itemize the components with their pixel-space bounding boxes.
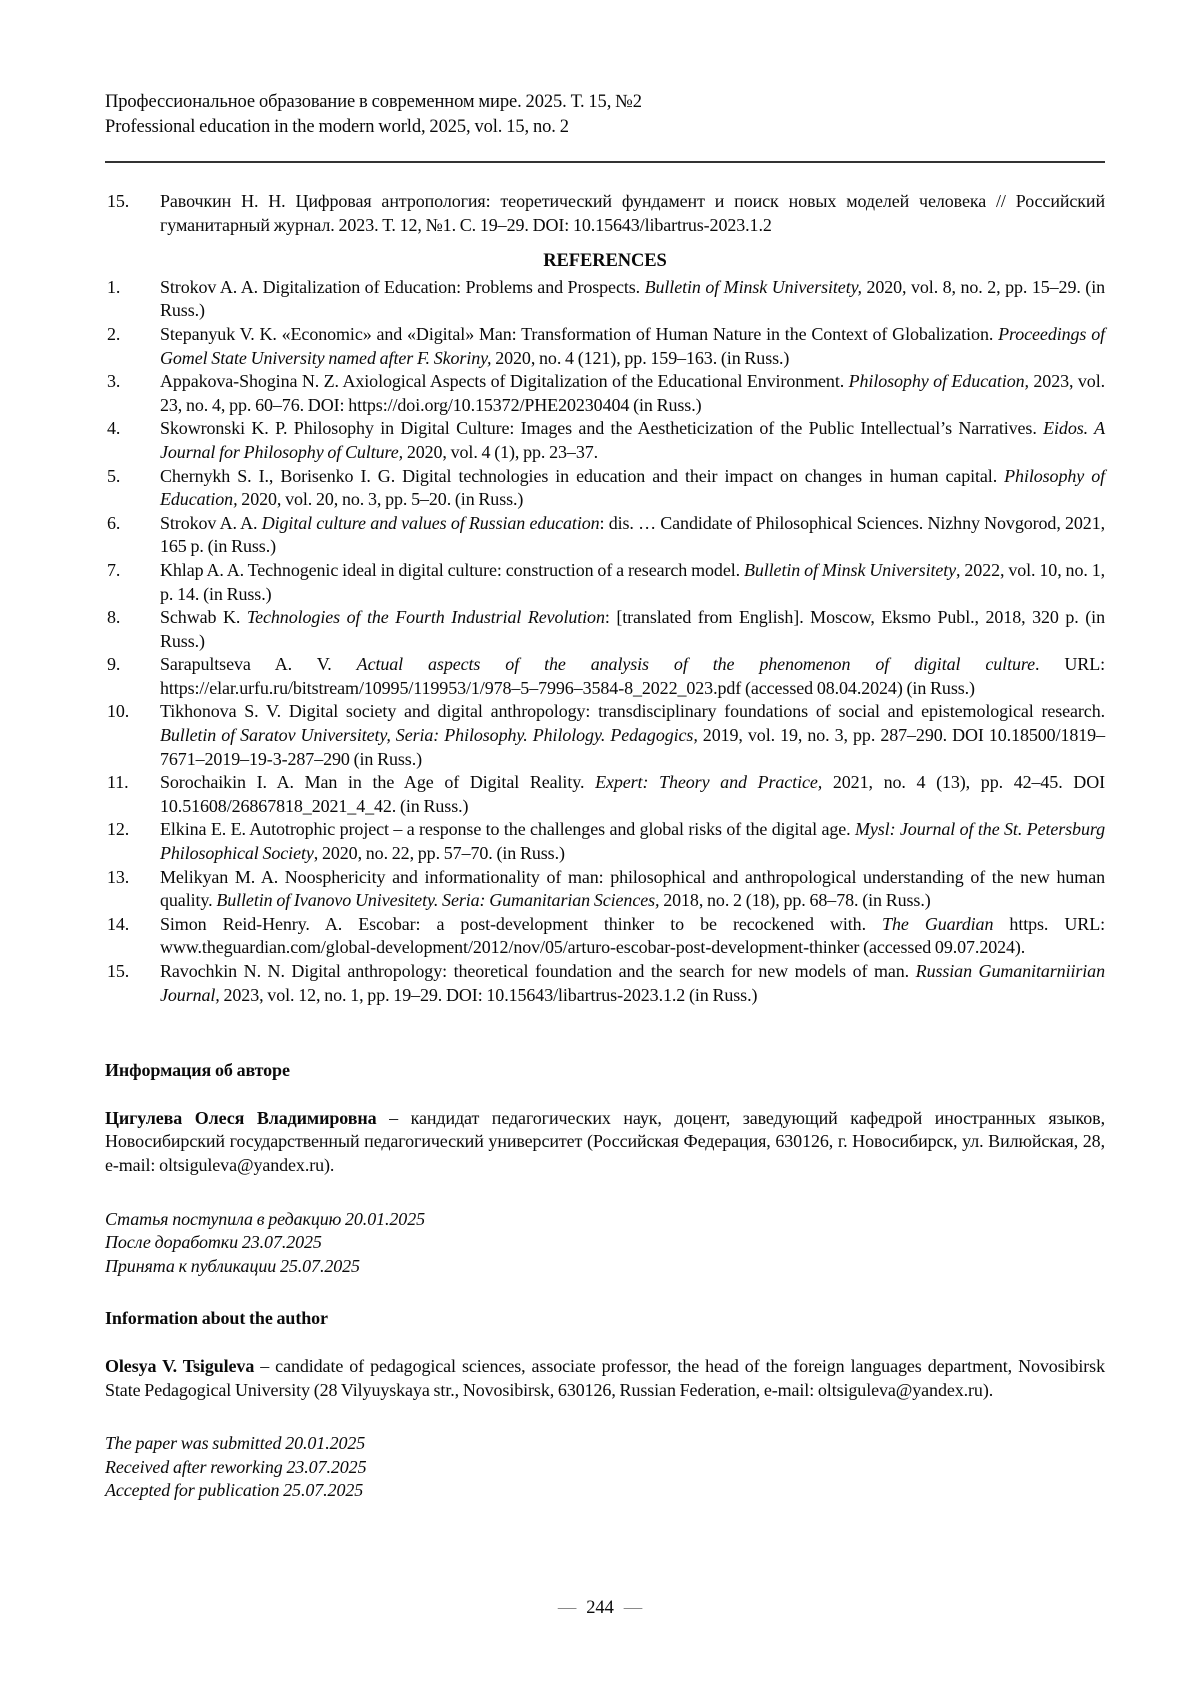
reference-number: 6. bbox=[107, 512, 121, 533]
text-segment: : dis. … Candidate of Philosophical Sciences. Nizhny Novgorod, 2021, 165 p. (in Russ.) bbox=[160, 512, 1105, 557]
text-segment: Strokov A. A. bbox=[160, 512, 262, 533]
author-info-ru-paragraph bbox=[105, 1107, 1105, 1178]
text-segment: Technologies of the Fourth Industrial Revolution bbox=[246, 607, 605, 628]
reference-text bbox=[160, 465, 1105, 512]
reference-text bbox=[160, 323, 1105, 370]
text-segment: Olesya V. Tsiguleva bbox=[105, 1355, 255, 1376]
reference-number: 1. bbox=[107, 276, 121, 297]
reference-item bbox=[105, 190, 1105, 237]
text-segment: Bulletin of Saratov Universitety, Seria: Philosophy. Philology. Pedagogics, bbox=[160, 725, 698, 746]
reference-text bbox=[160, 913, 1105, 960]
author-info-ru-heading: Информация об авторе bbox=[105, 1060, 290, 1081]
reference-item bbox=[105, 700, 1105, 771]
text-segment: Skowronski K. P. Philosophy in Digital Culture: Images and the Aestheticization of the Public Intellectual’s Narratives. bbox=[160, 418, 1044, 439]
text-segment: – кандидат педагогических наук, доцент, заведующий кафедрой иностранных языков, Новосибирский государственный педагогический университет (Российская Федерация, 630126, г. Новосибирск, ул. Вилюйская, 28, e-mail: oltsiguleva@yandex.ru). bbox=[105, 1107, 1105, 1175]
reference-number: 9. bbox=[107, 654, 121, 675]
text-segment: Russian Gumanitarniirian Journal, bbox=[160, 961, 1105, 1005]
text-segment: Proceedings of Gomel State University named after F. Skoriny, bbox=[160, 323, 1105, 368]
date-line: Accepted for publication 25.07.2025 bbox=[105, 1480, 364, 1501]
text-segment: Bulletin of Minsk Universitety, bbox=[644, 276, 862, 297]
reference-text bbox=[160, 653, 1105, 700]
reference-text bbox=[160, 559, 1105, 606]
text-segment: Khlap A. A. Technogenic ideal in digital culture: construction of a research model. bbox=[160, 559, 744, 580]
reference-text bbox=[160, 276, 1105, 323]
page-content bbox=[105, 90, 1105, 1503]
text-segment: 2021, no. 4 (13), pp. 42–45. DOI 10.51608/26867818_2021_4_42. (in Russ.) bbox=[160, 772, 1106, 816]
text-segment: Appakova-Shogina N. Z. Axiological Aspects of Digitalization of the Educational Environment. bbox=[160, 371, 849, 392]
date-line: Received after reworking 23.07.2025 bbox=[105, 1456, 367, 1477]
text-segment: 2018, no. 2 (18), pp. 68–78. (in Russ.) bbox=[659, 890, 931, 911]
reference-item bbox=[105, 960, 1105, 1007]
text-segment: Bulletin of Minsk Universitety bbox=[743, 559, 957, 580]
text-segment: 2020, vol. 20, no. 3, pp. 5–20. (in Russ.) bbox=[237, 489, 524, 510]
text-segment: , 2022, vol. 10, no. 1, p. 14. (in Russ.) bbox=[160, 559, 1105, 604]
text-segment: – candidate of pedagogical sciences, associate professor, the head of the foreign languages department, Novosibirsk State Pedagogical University (28 Vilyuyskaya str., Novosibirsk, 630126, Russian Federation, e-mail: oltsiguleva@yandex.ru). bbox=[105, 1355, 1105, 1400]
date-line: Статья поступила в редакцию 20.01.2025 bbox=[105, 1208, 426, 1229]
submission-dates-en bbox=[105, 1432, 1105, 1503]
reference-item bbox=[105, 771, 1105, 818]
reference-item bbox=[105, 559, 1105, 606]
text-segment: Philosophy of Education, bbox=[160, 465, 1105, 510]
reference-number: 10. bbox=[107, 701, 130, 722]
references-heading: REFERENCES bbox=[543, 251, 667, 272]
reference-item bbox=[105, 465, 1105, 512]
text-segment: Sorochaikin I. A. Man in the Age of Digital Reality. bbox=[160, 772, 596, 793]
text-segment: https. URL: www.theguardian.com/global-development/2012/nov/05/arturo-escobar-post-development-thinker (accessed 09.07.2024). bbox=[160, 913, 1106, 958]
text-segment: Равочкин Н. Н. Цифровая антропология: теоретический фундамент и поиск новых моделей человека // Российский гуманитарный журнал. 2023. Т. 12, №1. С. 19–29. DOI: 10.15643/libartrus-2023.1.2 bbox=[160, 191, 1105, 235]
reference-item bbox=[105, 913, 1105, 960]
reference-number: 15. bbox=[107, 961, 130, 981]
reference-text bbox=[160, 866, 1105, 913]
text-segment: Ravochkin N. N. Digital anthropology: theoretical foundation and the search for new models of man. bbox=[160, 961, 916, 981]
text-segment: Actual aspects of the analysis of the phenomenon of digital culture bbox=[356, 654, 1036, 675]
reference-text bbox=[160, 606, 1105, 653]
journal-title-en: Professional education in the modern world, 2025, vol. 15, no. 2 bbox=[105, 117, 569, 137]
reference-item bbox=[105, 512, 1105, 559]
date-line: The paper was submitted 20.01.2025 bbox=[105, 1433, 366, 1454]
reference-number: 12. bbox=[107, 819, 130, 840]
text-segment: Expert: Theory and Practice, bbox=[595, 772, 823, 793]
text-segment: Bulletin of Ivanovo Univesitety. Seria: Gumanitarian Sciences, bbox=[216, 890, 660, 911]
page-number-footer bbox=[0, 1598, 1200, 1619]
reference-item bbox=[105, 323, 1105, 370]
russian-reference-list bbox=[105, 190, 1105, 237]
text-segment: Philosophy of Education, bbox=[848, 371, 1029, 392]
text-segment: 2020, vol. 4 (1), pp. 23–37. bbox=[403, 441, 599, 462]
text-segment: Chernykh S. I., Borisenko I. G. Digital technologies in education and their impact on changes in human capital. bbox=[160, 465, 1005, 486]
reference-item bbox=[105, 606, 1105, 653]
text-segment: 2020, vol. 8, no. 2, pp. 15–29. (in Russ.) bbox=[160, 276, 1105, 321]
reference-number: 5. bbox=[107, 465, 121, 486]
author-info-en-paragraph bbox=[105, 1355, 1105, 1402]
journal-header bbox=[105, 90, 1105, 140]
reference-text bbox=[160, 512, 1105, 559]
text-segment: The Guardian bbox=[882, 913, 994, 934]
reference-item bbox=[105, 653, 1105, 700]
footer-dash-left: — bbox=[557, 1598, 577, 1618]
journal-title-ru: Профессиональное образование в современном мире. 2025. Т. 15, №2 bbox=[105, 92, 642, 112]
text-segment: Eidos. A Journal for Philosophy of Culture, bbox=[160, 418, 1105, 462]
header-rule bbox=[105, 161, 1105, 163]
text-segment: Elkina E. E. Autotrophic project – a response to the challenges and global risks of the digital age. bbox=[160, 819, 855, 840]
text-segment: Digital culture and values of Russian education bbox=[261, 512, 600, 533]
reference-item bbox=[105, 276, 1105, 323]
reference-item bbox=[105, 818, 1105, 865]
text-segment: Strokov A. A. Digitalization of Education: Problems and Prospects. bbox=[160, 276, 645, 297]
text-segment: Цигулева Олеся Владимировна bbox=[105, 1107, 377, 1128]
text-segment: Mysl: Journal of the St. Petersburg Philosophical Society bbox=[160, 819, 1105, 864]
text-segment: , 2020, no. 22, pp. 57–70. (in Russ.) bbox=[313, 843, 565, 864]
text-segment: 2023, vol. 12, no. 1, pp. 19–29. DOI: 10.15643/libartrus-2023.1.2 (in Russ.) bbox=[219, 984, 758, 1005]
submission-dates-ru bbox=[105, 1208, 1105, 1279]
text-segment: Tikhonova S. V. Digital society and digital anthropology: transdisciplinary foundations of social and epistemological research. bbox=[160, 701, 1105, 722]
reference-number: 11. bbox=[107, 772, 129, 793]
text-segment: 2019, vol. 19, no. 3, pp. 287–290. DOI 10.18500/1819–7671–2019–19-3-287–290 (in Russ.) bbox=[160, 725, 1105, 769]
reference-number: 13. bbox=[107, 866, 130, 887]
text-segment: 2023, vol. 23, no. 4, pp. 60–76. DOI: https://doi.org/10.15372/PHE20230404 (in Russ.) bbox=[160, 371, 1106, 415]
text-segment: Schwab K. bbox=[160, 607, 247, 628]
text-segment: : [translated from English]. Moscow, Eksmo Publ., 2018, 320 p. (in Russ.) bbox=[160, 607, 1105, 651]
date-line: Принята к публикации 25.07.2025 bbox=[105, 1255, 360, 1276]
reference-number: 4. bbox=[107, 418, 121, 439]
text-segment: Melikyan M. A. Noosphericity and informationality of man: philosophical and anthropological understanding of the new human quality. bbox=[160, 866, 1105, 911]
reference-text bbox=[160, 370, 1105, 417]
reference-item bbox=[105, 866, 1105, 913]
reference-number: 8. bbox=[107, 607, 121, 628]
reference-number: 15. bbox=[107, 191, 130, 211]
footer-dash-right: — bbox=[623, 1598, 643, 1618]
reference-number: 7. bbox=[107, 559, 121, 580]
text-segment: . URL: https://elar.urfu.ru/bitstream/10995/119953/1/978–5–7996–3584-8_2022_023.pdf (accessed 08.04.2024) (in Russ.) bbox=[160, 654, 1105, 698]
reference-text bbox=[160, 700, 1105, 771]
text-segment: Simon Reid-Henry. A. Escobar: a post-development thinker to be recockened with. bbox=[160, 913, 883, 934]
reference-item bbox=[105, 417, 1105, 464]
page-number: 244 bbox=[586, 1598, 614, 1618]
reference-text bbox=[160, 190, 1105, 237]
reference-item bbox=[105, 370, 1105, 417]
reference-number: 14. bbox=[107, 913, 130, 934]
reference-text bbox=[160, 771, 1105, 818]
text-segment: Sarapultseva A. V. bbox=[160, 654, 357, 675]
reference-text bbox=[160, 960, 1105, 1007]
reference-text bbox=[160, 818, 1105, 865]
author-info-en-heading: Information about the author bbox=[105, 1308, 328, 1329]
reference-number: 3. bbox=[107, 371, 121, 392]
references-list bbox=[105, 276, 1105, 1007]
text-segment: Stepanyuk V. K. «Economic» and «Digital» Man: Transformation of Human Nature in the Context of Globalization. bbox=[160, 323, 999, 344]
text-segment: 2020, no. 4 (121), pp. 159–163. (in Russ.) bbox=[491, 347, 790, 368]
date-line: После доработки 23.07.2025 bbox=[105, 1232, 322, 1253]
reference-number: 2. bbox=[107, 323, 121, 344]
reference-text bbox=[160, 417, 1105, 464]
